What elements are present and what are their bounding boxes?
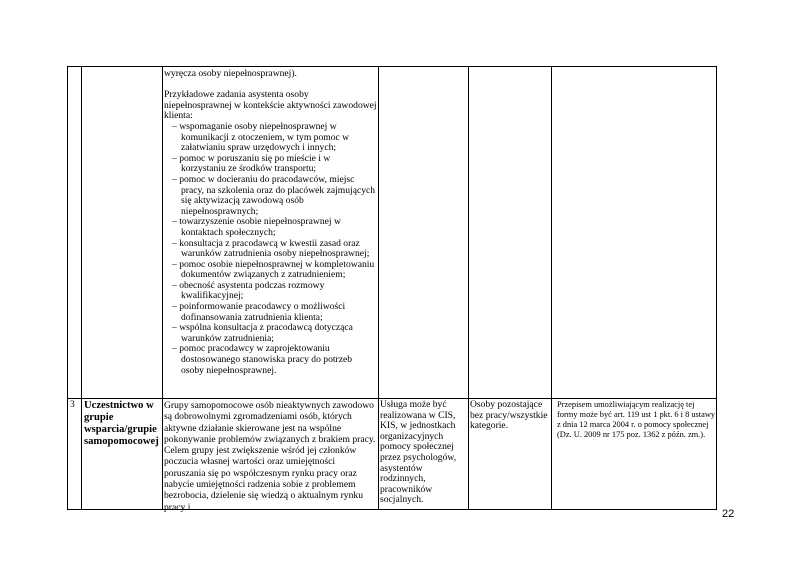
page-number: 22 bbox=[722, 508, 735, 520]
service-name: Uczestnictwo w grupie wsparcia/grupie samopomocowej bbox=[84, 400, 159, 447]
task-item: – poinformowanie pracodawcy o możliwości dofinansowania zatrudnienia klienta; bbox=[172, 301, 346, 323]
service-description: Grupy samopomocowe osób nieaktywnych zawodowo są dobrowolnymi zgromadzeniami osób, których aktywne działanie skierowane jest na wspólne pokonywanie problemów związanych z brakiem pracy. Celem grupy jest zwiększenie wśród jej członków poczucia własnej wartości oraz umiejętności poruszania się po współczesnym rynku pracy oraz nabycie umiejętności radzenia sobie z problemem bezrobocia, dzielenie się wiedzą o aktualnym rynku pracy i bbox=[164, 400, 376, 513]
column-divider bbox=[162, 67, 163, 509]
task-item: – pomoc osobie niepełnosprawnej w kompletowaniu dokumentów związanych z zatrudnieniem; bbox=[172, 258, 375, 281]
service-recipients: Osoby pozostające bez pracy/wszystkie kategorie. bbox=[470, 399, 548, 432]
task-item: – pomoc w poruszaniu się po mieście i w korzystaniu ze środków transportu; bbox=[172, 152, 331, 175]
tasks-intro: Przykładowe zadania asystenta osoby niepełnosprawnej w kontekście aktywności zawodowej klienta: bbox=[164, 89, 377, 122]
task-item: – towarzyszenie osobie niepełnosprawnej w kontaktach społecznych; bbox=[172, 216, 341, 238]
task-item: – obecność asystenta podczas rozmowy kwalifikacyjnej; bbox=[172, 279, 325, 302]
service-provider: Usługa może być realizowana w CIS, KIS, w jednostkach organizacyjnych pomocy społecznej przez psychologów, asystentów rodzinnych, pracowników socjalnych. bbox=[380, 399, 457, 506]
column-divider bbox=[378, 67, 379, 509]
task-item: – wspólna konsultacja z pracodawcą dotycząca warunków zatrudnienia; bbox=[172, 322, 353, 344]
column-divider bbox=[551, 67, 552, 509]
task-item: – pomoc w docieraniu do pracodawców, miejsc pracy, na szkolenia oraz do placówek zajmujących się aktywizacją zawodową osób niepełnosprawnych; bbox=[172, 173, 376, 217]
legal-basis: Przepisem umożliwiającym realizację tej formy może być art. 119 ust 1 pkt. 6 i 8 ustawy z dnia 12 marca 2004 r. o pomocy społecznej (Dz. U. 2009 nr 175 poz. 1362 z późn. zm.). bbox=[557, 400, 716, 439]
table bbox=[67, 66, 717, 513]
task-item: – konsultacja z pracodawcą w kwestii zasad oraz warunków zatrudnienia osoby niepełnosprawnej; bbox=[172, 237, 370, 260]
continuation-tail: wyręcza osoby niepełnosprawnej). bbox=[164, 68, 297, 79]
task-item: – pomoc pracodawcy w zaprojektowaniu dostosowanego stanowiska pracy do potrzeb osoby niepełnosprawnej. bbox=[172, 343, 353, 376]
column-divider bbox=[81, 67, 82, 509]
continuation-description bbox=[164, 69, 377, 376]
column-divider bbox=[468, 67, 469, 509]
row-number: 3 bbox=[70, 399, 75, 410]
task-item: – wspomaganie osoby niepełnosprawnej w komunikacji z otoczeniem, w tym pomoc w załatwianiu spraw urzędowych i innych; bbox=[172, 120, 350, 154]
